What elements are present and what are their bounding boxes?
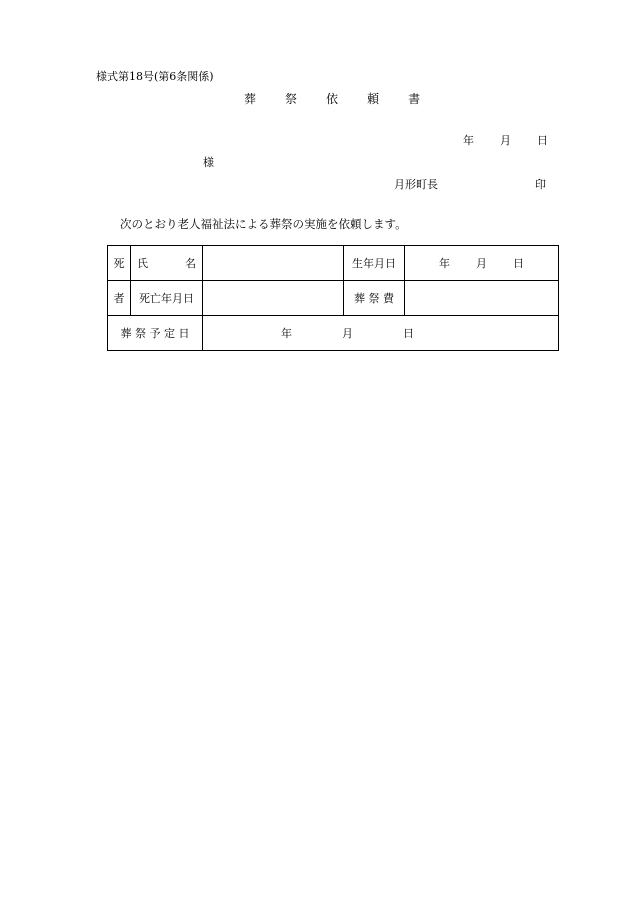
body-text: 次のとおり老人福祉法による葬祭の実施を依頼します。 bbox=[120, 217, 407, 231]
birth-year: 年 bbox=[439, 257, 450, 270]
death-date-field[interactable] bbox=[203, 281, 344, 316]
death-date-label: 死亡年月日 bbox=[131, 281, 203, 316]
planned-month: 月 bbox=[342, 327, 353, 340]
planned-day: 日 bbox=[403, 327, 414, 340]
request-form-table bbox=[107, 245, 559, 351]
name-label-cell bbox=[131, 246, 203, 281]
birth-month: 月 bbox=[476, 257, 487, 270]
title-char: 葬 bbox=[244, 92, 257, 106]
birth-day: 日 bbox=[513, 257, 524, 270]
addressee-honorific: 様 bbox=[203, 156, 214, 169]
table-row bbox=[108, 281, 559, 316]
title-char: 頼 bbox=[367, 92, 380, 106]
title-char: 依 bbox=[326, 92, 339, 106]
funeral-cost-label: 葬 祭 費 bbox=[344, 281, 405, 316]
name-label-1: 氏 bbox=[137, 257, 148, 270]
date-day: 日 bbox=[537, 134, 548, 147]
birth-date-field[interactable] bbox=[405, 246, 559, 281]
deceased-label-bottom: 者 bbox=[108, 281, 131, 316]
document-title bbox=[244, 93, 420, 105]
sender-label: 月形町長 bbox=[394, 178, 438, 191]
name-field[interactable] bbox=[203, 246, 344, 281]
name-label-2: 名 bbox=[185, 257, 196, 270]
birth-date-label: 生年月日 bbox=[344, 246, 405, 281]
table-row bbox=[108, 246, 559, 281]
title-char: 祭 bbox=[285, 92, 298, 106]
seal-mark: 印 bbox=[535, 178, 546, 191]
date-line bbox=[463, 135, 548, 146]
form-number: 様式第18号(第6条関係) bbox=[96, 70, 214, 83]
date-year: 年 bbox=[463, 134, 474, 147]
date-month: 月 bbox=[500, 134, 511, 147]
title-char: 書 bbox=[408, 92, 421, 106]
funeral-cost-field[interactable] bbox=[405, 281, 559, 316]
planned-date-field[interactable] bbox=[203, 316, 559, 351]
deceased-label-top: 死 bbox=[108, 246, 131, 281]
planned-date-label: 葬 祭 予 定 日 bbox=[108, 316, 203, 351]
table-row bbox=[108, 316, 559, 351]
planned-year: 年 bbox=[281, 327, 292, 340]
